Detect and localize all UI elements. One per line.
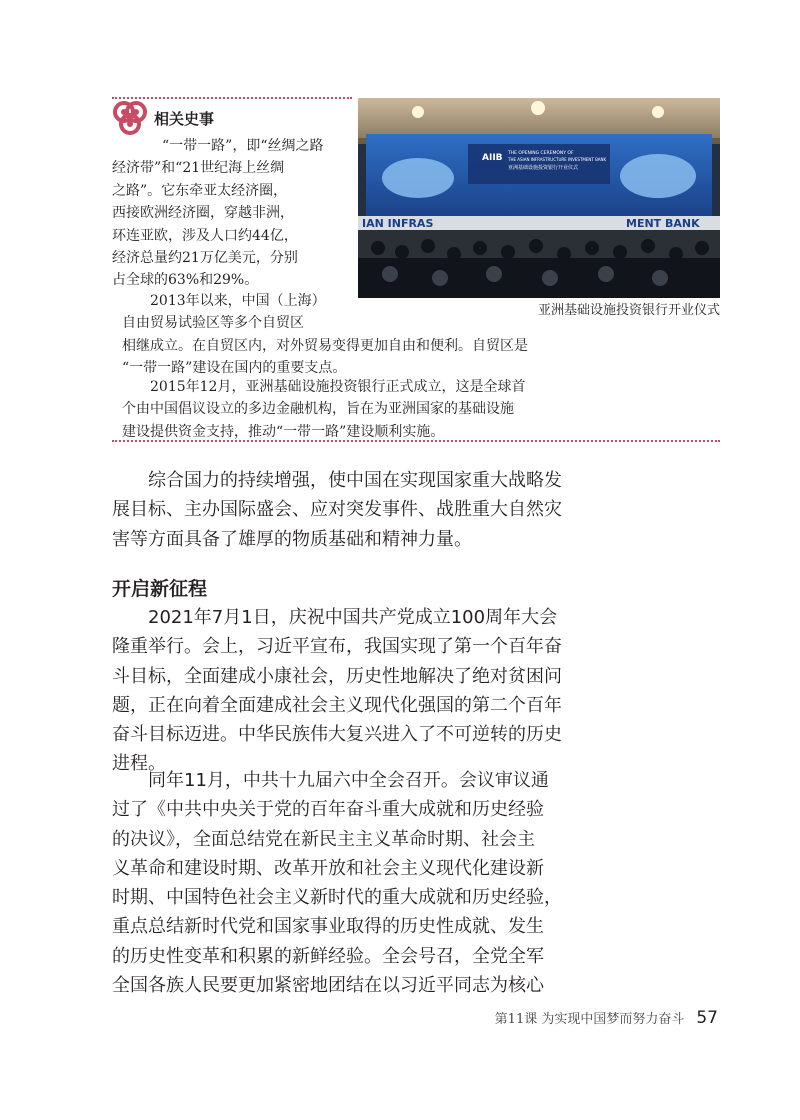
text-line: “一带一路”建设在国内的重要支点。	[122, 360, 347, 377]
text-line: 经济带”和“21世纪海上丝绸	[112, 160, 285, 177]
text-line: 的决议》，全面总结党在新民主主义革命时期、社会主	[112, 828, 535, 850]
text-line: 2013年以来，中国（上海）	[150, 293, 326, 309]
photo-screen-line: THE OPENING CEREMONY OF	[508, 151, 574, 156]
footer-lesson-title: 第11课 为实现中国梦而努力奋斗	[494, 1012, 685, 1027]
text-line: 西接欧洲经济圈，穿越非洲，	[112, 205, 294, 222]
photo-banner-left: IAN INFRAS	[362, 217, 434, 230]
section-heading: 开启新征程	[112, 578, 208, 600]
text-line: 义革命和建设时期、改革开放和社会主义现代化建设新	[112, 857, 544, 879]
related-box-header	[112, 100, 214, 136]
text-line: 占全球的63%和29%。	[112, 272, 259, 289]
photo-screen-line: THE ASIAN INFRASTRUCTURE INVESTMENT BANK	[508, 157, 607, 162]
photo-screen-logo: AIIB	[482, 153, 503, 163]
box-bottom-divider	[112, 440, 720, 442]
text-line: 建设提供资金支持，推动“一带一路”建设顺利实施。	[122, 423, 445, 440]
box-top-divider	[112, 97, 352, 99]
photo-banner-right: MENT BANK	[626, 217, 700, 230]
text-line: 的历史性变革和积累的新鲜经验。全会号召，全党全军	[112, 945, 544, 967]
text-line: 综合国力的持续增强，使中国在实现国家重大战略发	[148, 470, 562, 491]
photo-screen-line: 亚洲基础设施投资银行开业仪式	[508, 165, 579, 171]
aiib-ceremony-photo	[358, 98, 720, 298]
page-footer	[495, 1008, 718, 1028]
text-line: “一带一路”，即“丝绸之路	[162, 138, 324, 154]
text-line: 过了《中共中央关于党的百年奋斗重大成就和历史经验	[112, 799, 544, 821]
text-line: 全国各族人民要更加紧密地团结在以习近平同志为核心	[112, 975, 544, 997]
box-paragraph-aiib	[122, 376, 525, 443]
text-line: 时期、中国特色社会主义新时代的重大成就和历史经验，	[112, 887, 562, 909]
body-paragraph-national-strength	[112, 466, 562, 554]
photo-caption: 亚洲基础设施投资银行开业仪式	[537, 303, 720, 318]
text-line: 进程。	[112, 753, 166, 775]
text-line: 自由贸易试验区等多个自贸区	[122, 315, 304, 332]
text-line: 之路”。它东牵亚太经济圈，	[112, 182, 288, 199]
text-line: 题，正在向着全面建成社会主义现代化强国的第二个百年	[112, 694, 562, 716]
text-line: 害等方面具备了雄厚的物质基础和精神力量。	[112, 528, 472, 550]
text-line: 同年11月，中共十九届六中全会召开。会议审议通	[148, 770, 549, 791]
body-paragraph-centenary	[112, 603, 562, 779]
related-box-title: 相关史事	[154, 109, 215, 128]
box-paragraph-belt-road	[112, 135, 323, 292]
text-line: 个由中国倡议设立的多边金融机构，旨在为亚洲国家的基础设施	[122, 401, 514, 418]
body-paragraph-sixth-plenum	[112, 766, 562, 1000]
page-number: 57	[696, 1008, 718, 1028]
text-line: 展目标、主办国际盛会、应对突发事件、战胜重大自然灾	[112, 499, 562, 521]
text-line: 2021年7月1日，庆祝中国共产党成立100周年大会	[148, 607, 558, 628]
text-line: 经济总量约21万亿美元，分别	[112, 250, 298, 267]
text-line: 2015年12月，亚洲基础设施投资银行正式成立，这是全球首	[150, 379, 526, 395]
text-line: 相继成立。在自贸区内，对外贸易变得更加自由和便利。自贸区是	[122, 337, 528, 354]
text-line: 隆重举行。会上，习近平宣布，我国实现了第一个百年奋	[112, 636, 562, 658]
text-line: 斗目标，全面建成小康社会，历史性地解决了绝对贫困问	[112, 665, 562, 687]
text-line: 奋斗目标迈进。中华民族伟大复兴进入了不可逆转的历史	[112, 724, 562, 746]
text-line: 环连亚欧，涉及人口约44亿，	[112, 227, 298, 244]
text-line: 重点总结新时代党和国家事业取得的历史性成就、发生	[112, 916, 544, 938]
interlocked-rings-icon	[112, 100, 148, 136]
